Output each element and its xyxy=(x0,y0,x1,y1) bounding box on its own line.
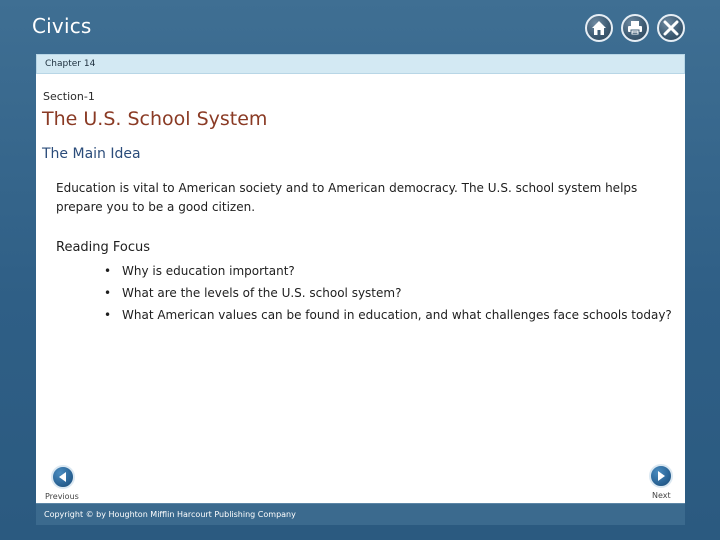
main-idea-heading: The Main Idea xyxy=(42,146,141,162)
content-panel xyxy=(36,74,685,503)
app-title: Civics xyxy=(32,14,92,38)
arrow-right-icon xyxy=(655,467,667,486)
reading-focus-heading: Reading Focus xyxy=(56,240,151,255)
page-title: The U.S. School System xyxy=(42,108,268,130)
close-icon xyxy=(663,20,679,36)
print-button[interactable] xyxy=(621,14,649,42)
bullet: • xyxy=(104,286,112,300)
list-item-text: What American values can be found in education, and what challenges face schools today? xyxy=(122,308,672,322)
bullet: • xyxy=(104,308,112,322)
next-label[interactable]: Next xyxy=(652,491,671,500)
reading-focus-list xyxy=(104,262,672,328)
section-label: Section-1 xyxy=(43,90,95,103)
list-item-text: Why is education important? xyxy=(122,264,295,278)
home-icon xyxy=(591,20,607,36)
home-button[interactable] xyxy=(585,14,613,42)
list-item xyxy=(104,306,672,328)
previous-button[interactable] xyxy=(51,465,75,489)
chapter-bar xyxy=(36,54,685,74)
print-icon xyxy=(627,20,643,36)
copyright-text: Copyright © by Houghton Mifflin Harcourt Publishing Company xyxy=(44,510,296,519)
footer-bar xyxy=(36,503,685,525)
list-item-text: What are the levels of the U.S. school system? xyxy=(122,286,402,300)
list-item xyxy=(104,284,672,306)
main-idea-text: Education is vital to American society and to American democracy. The U.S. school system helps prepare you to be a good citizen. xyxy=(56,181,638,214)
previous-label[interactable]: Previous xyxy=(45,492,79,501)
bullet: • xyxy=(104,264,112,278)
arrow-left-icon xyxy=(57,468,69,487)
next-button[interactable] xyxy=(649,464,673,488)
close-button[interactable] xyxy=(657,14,685,42)
list-item xyxy=(104,262,672,284)
chapter-label: Chapter 14 xyxy=(45,59,96,69)
